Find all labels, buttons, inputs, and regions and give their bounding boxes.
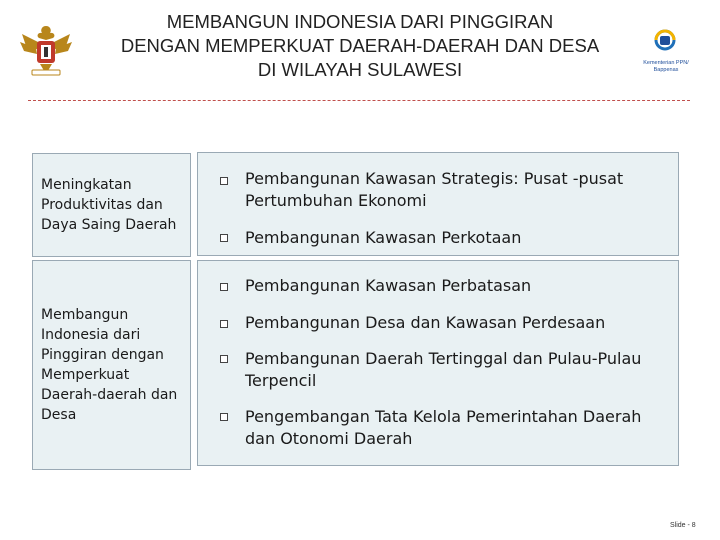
list-item: Pembangunan Kawasan Perkotaan xyxy=(245,228,522,247)
list-item: Pembangunan Kawasan Strategis: Pusat -pusat Pertumbuhan Ekonomi xyxy=(245,169,624,210)
checkbox-bullet-icon xyxy=(220,234,228,242)
logo-text-line-1: Kementerian PPN/ xyxy=(643,60,689,66)
logo-text-line-2: Bappenas xyxy=(653,67,679,73)
slide-title xyxy=(110,10,610,82)
title-line-2: DENGAN MEMPERKUAT DAERAH-DAERAH DAN DESA xyxy=(120,35,600,56)
checkbox-bullet-icon xyxy=(220,177,228,185)
checkbox-bullet-icon xyxy=(220,320,228,328)
title-line-1: MEMBANGUN INDONESIA DARI PINGGIRAN xyxy=(166,11,554,32)
list-item: Pengembangan Tata Kelola Pemerintahan Daerah dan Otonomi Daerah xyxy=(245,407,642,448)
list-item: Pembangunan Daerah Tertinggal dan Pulau-Pulau Terpencil xyxy=(245,349,642,390)
slide-number: Slide - 8 xyxy=(670,522,696,529)
list-item: Pembangunan Desa dan Kawasan Perdesaan xyxy=(245,313,606,332)
left-box-periphery xyxy=(32,260,191,470)
checkbox-bullet-icon xyxy=(220,355,228,363)
left-box-productivity xyxy=(32,153,191,257)
list-item: Pembangunan Kawasan Perbatasan xyxy=(245,276,532,295)
left-box-label: Meningkatan Produktivitas dan Daya Saing Daerah xyxy=(41,177,177,233)
header-divider xyxy=(28,100,690,101)
left-box-label: Membangun Indonesia dari Pinggiran dengan Memperkuat Daerah-daerah dan Desa xyxy=(41,307,178,423)
title-line-3: DI WILAYAH SULAWESI xyxy=(257,59,463,80)
checkbox-bullet-icon xyxy=(220,413,228,421)
bappenas-logo-text xyxy=(640,60,692,74)
garuda-emblem-icon xyxy=(18,20,74,78)
checkbox-bullet-icon xyxy=(220,283,228,291)
